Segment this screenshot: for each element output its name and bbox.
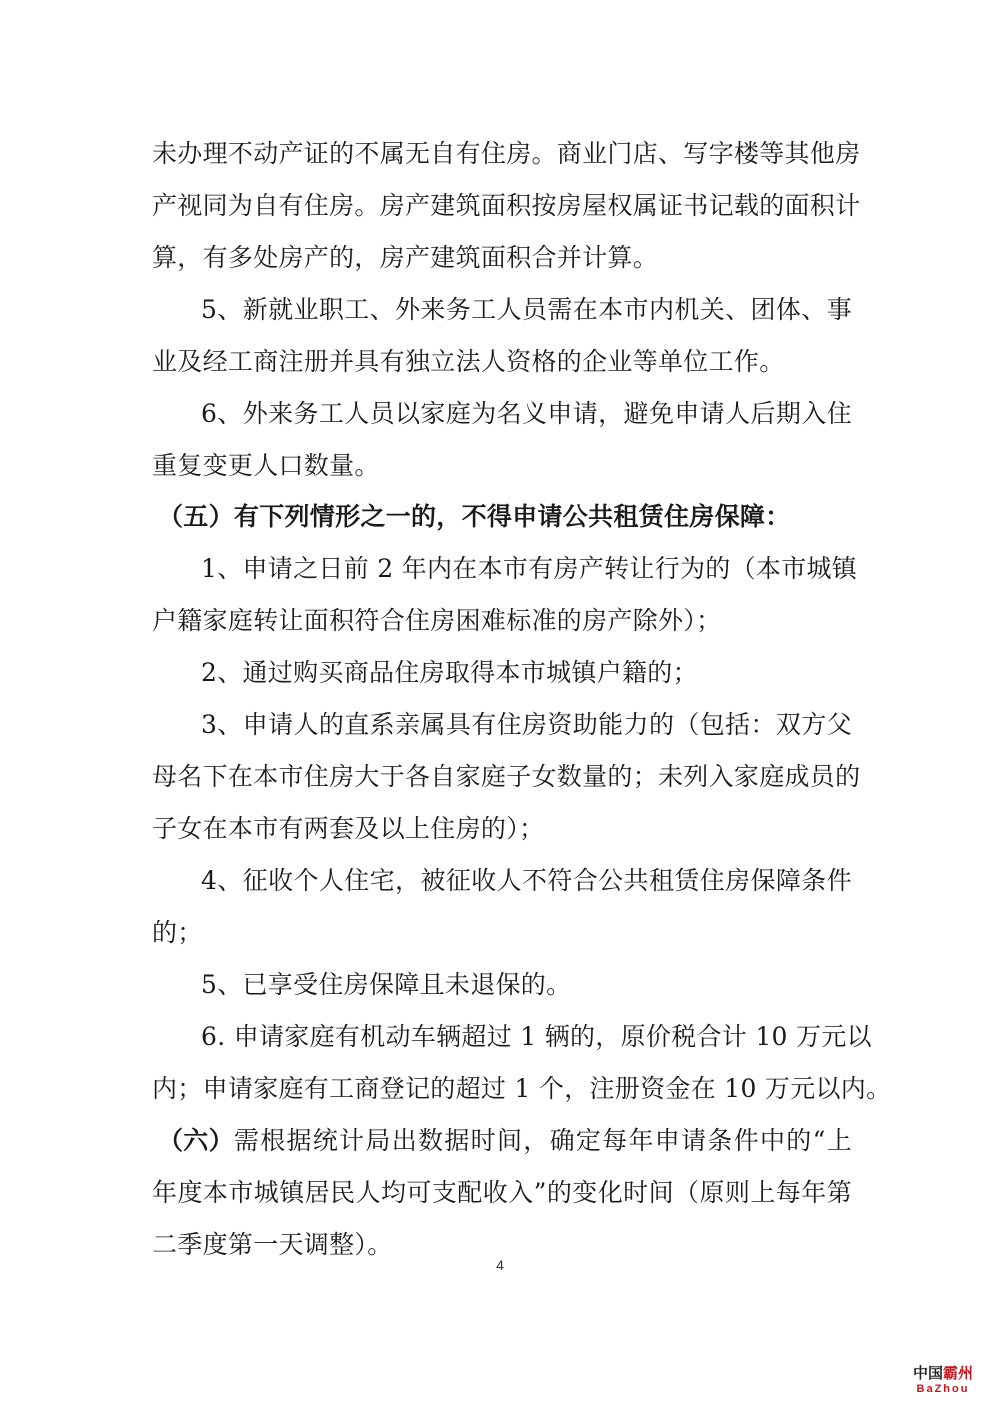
watermark-title-black: 中国	[912, 1364, 943, 1382]
paragraph-text: 需根据统计局出数据时间，确定每年申请条件中的“上	[233, 1126, 852, 1155]
paragraph-line: 户籍家庭转让面积符合住房困难标准的房产除外）；	[152, 606, 722, 635]
paragraph-line: 5、已享受住房保障且未退保的。	[201, 970, 572, 999]
paragraph-line: 6、外来务工人员以家庭为名义申请，避免申请人后期入住	[201, 399, 852, 428]
paragraph-line: 5、新就业职工、外来务工人员需在本市内机关、团体、事	[201, 295, 852, 324]
paragraph-line: 6. 申请家庭有机动车辆超过 1 辆的，原价税合计 10 万元以	[201, 1022, 872, 1051]
paragraph-line: 业及经工商注册并具有独立法人资格的企业等单位工作。	[152, 347, 785, 376]
paragraph-line: 4、征收个人住宅，被征收人不符合公共租赁住房保障条件	[201, 866, 852, 895]
section-heading: （六）	[158, 1126, 234, 1155]
page-number: 4	[496, 1257, 504, 1273]
watermark-title-red: 霸州	[943, 1364, 974, 1382]
paragraph-line: 内；申请家庭有工商登记的超过 1 个，注册资金在 10 万元以内。	[152, 1074, 892, 1103]
paragraph-line: 3、申请人的直系亲属具有住房资助能力的（包括：双方父	[201, 710, 852, 739]
site-watermark	[898, 1364, 988, 1396]
paragraph-line-six	[158, 1124, 852, 1158]
paragraph-line: 的；	[152, 918, 203, 947]
watermark-title	[898, 1364, 988, 1382]
watermark-subtitle: BaZhou	[916, 1383, 970, 1395]
paragraph-line: 母名下在本市住房大于各自家庭子女数量的；未列入家庭成员的	[152, 762, 861, 791]
paragraph-line: 算，有多处房产的，房产建筑面积合并计算。	[152, 243, 659, 272]
paragraph-line: 产视同为自有住房。房产建筑面积按房屋权属证书记载的面积计	[152, 191, 861, 220]
paragraph-line: 2、通过购买商品住房取得本市城镇户籍的；	[201, 658, 698, 687]
section-heading: （五）有下列情形之一的，不得申请公共租赁住房保障：	[158, 502, 791, 531]
paragraph-line: 未办理不动产证的不属无自有住房。商业门店、写字楼等其他房	[152, 139, 861, 168]
paragraph-line: 重复变更人口数量。	[152, 451, 380, 480]
paragraph-line: 二季度第一天调整）。	[152, 1230, 393, 1259]
paragraph-line: 子女在本市有两套及以上住房的）；	[152, 814, 545, 843]
paragraph-line: 年度本市城镇居民人均可支配收入”的变化时间（原则上每年第	[152, 1178, 852, 1207]
paragraph-line: 1、申请之日前 2 年内在本市有房产转让行为的（本市城镇	[201, 554, 858, 583]
